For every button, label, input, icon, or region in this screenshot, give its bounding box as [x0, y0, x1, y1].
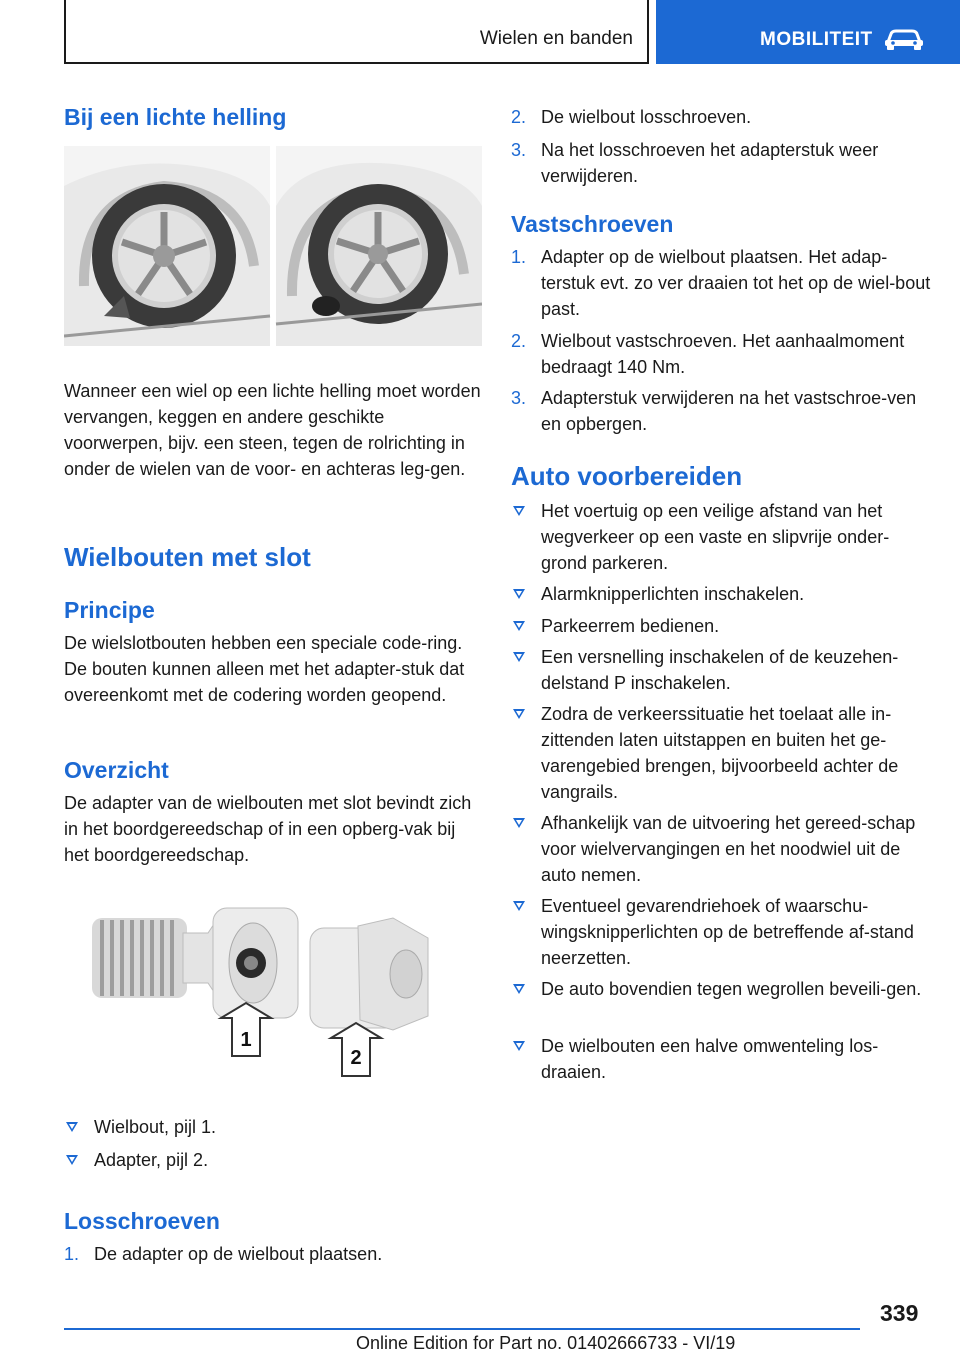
bullet-triangle-icon — [66, 1122, 78, 1132]
bullet-triangle-icon — [513, 901, 525, 911]
bullet-triangle-icon — [513, 506, 525, 516]
heading-principle: Principe — [64, 597, 155, 623]
wheel-on-slope-illustration — [64, 146, 482, 346]
chapter-tab[interactable] — [656, 0, 960, 64]
footer-divider — [64, 1328, 860, 1330]
heading-wheel-bolts: Wielbouten met slot — [64, 542, 311, 572]
principle-paragraph: De wielslotbouten hebben een speciale code-ring. De bouten kunnen alleen met het adapter-stuk dat overeenkomt met de codering worden geopend. — [64, 633, 465, 705]
bullet-triangle-icon — [66, 1155, 78, 1165]
heading-slope: Bij een lichte helling — [64, 104, 287, 130]
car-icon — [884, 28, 924, 50]
bolt-adapter-illustration — [88, 898, 448, 1083]
bullet-triangle-icon — [513, 709, 525, 719]
heading-prepare: Auto voorbereiden — [511, 461, 743, 491]
bullet-triangle-icon — [513, 984, 525, 994]
figure-label-2: 2 — [350, 1047, 362, 1069]
heading-overview: Overzicht — [64, 757, 169, 783]
slope-paragraph: Wanneer een wiel op een lichte helling moet worden vervangen, keggen en andere geschikte voorwerpen, bijv. een steen, tegen de rolrichting in onder de wielen van de voor- en achteras leg-gen. — [64, 381, 481, 479]
page-number: 339 — [880, 1300, 919, 1326]
bullet-triangle-icon — [513, 652, 525, 662]
figure-label-1: 1 — [240, 1029, 252, 1051]
bullet-triangle-icon — [513, 621, 525, 631]
header-section-box — [64, 0, 649, 64]
bullet-triangle-icon — [513, 589, 525, 599]
footer-edition: Online Edition for Part no. 01402666733 - VI/19 — [356, 1333, 736, 1353]
section-title: Wielen en banden — [479, 28, 633, 49]
overview-paragraph: De adapter van de wielbouten met slot bevindt zich in het boordgereedschap of in een opberg-vak bij het boordgereedschap. — [64, 793, 472, 865]
bullet-triangle-icon — [513, 818, 525, 828]
heading-loosen: Losschroeven — [64, 1208, 220, 1234]
bullet-triangle-icon — [513, 1041, 525, 1051]
chapter-tab-label: MOBILITEIT — [760, 29, 873, 50]
heading-tighten: Vastschroeven — [511, 211, 674, 237]
